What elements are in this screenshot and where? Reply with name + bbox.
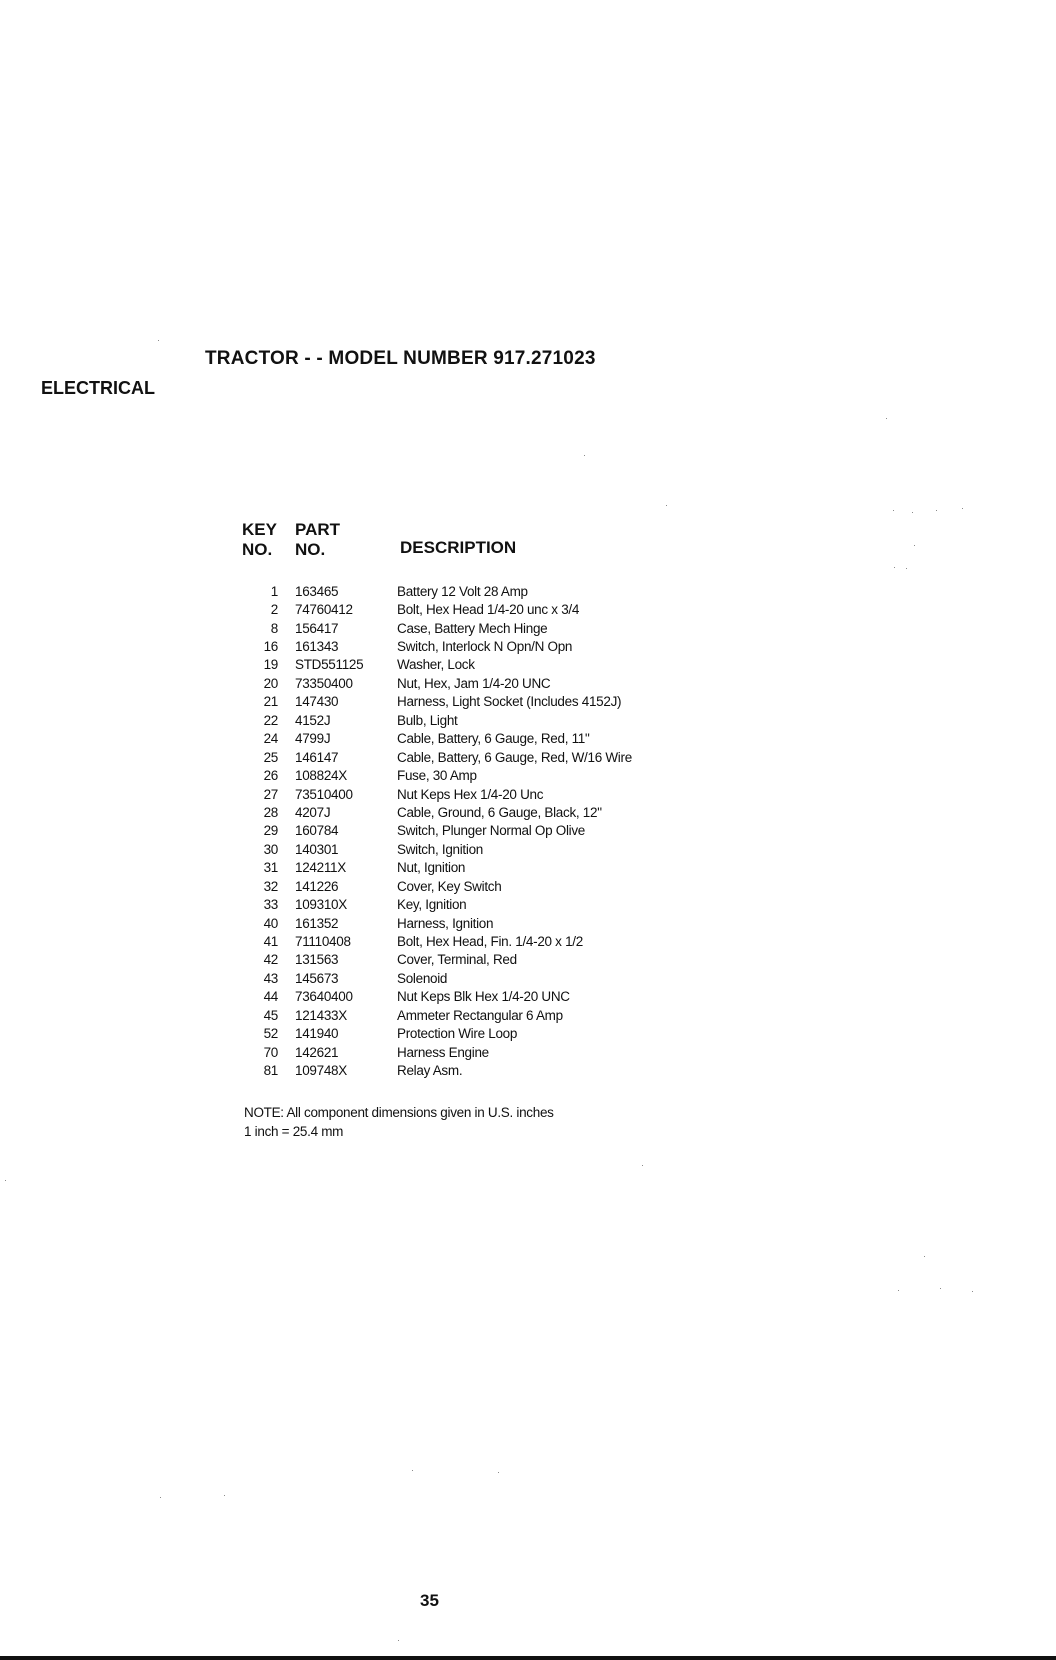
scan-speck [936,510,937,511]
description-cell: Nut Keps Hex 1/4-20 Unc [397,786,544,802]
part-no-cell: 140301 [295,841,339,857]
key-no-cell: 70 [263,1044,278,1060]
part-no-cell: 141940 [295,1026,339,1042]
description-cell: Bolt, Hex Head 1/4-20 unc x 3/4 [397,602,580,618]
table-row [250,674,710,692]
table-row [250,711,710,729]
table-row [250,969,710,987]
table-row [250,619,710,637]
scan-speck [893,510,894,511]
description-cell: Switch, Ignition [397,841,483,857]
table-row [250,914,710,932]
scan-speck [642,1165,643,1166]
table-row [250,730,710,748]
scan-speck [412,1470,413,1471]
section-heading: ELECTRICAL [41,378,155,398]
parts-list [250,582,710,1080]
table-row [250,932,710,950]
description-cell: Harness Engine [397,1044,489,1060]
key-no-cell: 26 [263,768,278,784]
part-no-cell: 142621 [295,1044,339,1060]
scan-speck [912,512,913,513]
table-row [250,766,710,784]
scan-speck [5,1180,6,1181]
scan-speck [894,567,895,568]
scan-speck [398,1640,399,1641]
scan-speck [886,418,887,419]
table-row [250,822,710,840]
key-no-cell: 32 [263,878,278,894]
description-cell: Bulb, Light [397,712,458,728]
scan-speck [898,1290,899,1291]
description-cell: Cable, Battery, 6 Gauge, Red, 11" [397,731,590,747]
key-no-cell: 24 [263,731,278,747]
scan-speck [666,505,667,506]
description-cell: Switch, Interlock N Opn/N Opn [397,639,573,655]
description-cell: Harness, Ignition [397,915,494,931]
description-cell: Nut, Hex, Jam 1/4-20 UNC [397,675,551,691]
description-header: DESCRIPTION [400,538,517,557]
key-no-header: KEY NO. [242,520,277,559]
table-row [250,693,710,711]
page-title: TRACTOR - - MODEL NUMBER 917.271023 [205,348,596,369]
table-row [250,656,710,674]
part-no-cell: 146147 [295,749,339,765]
part-no-cell: 4207J [295,804,331,820]
part-no-cell: 108824X [295,768,347,784]
part-no-cell: 160784 [295,823,339,839]
part-no-cell: 147430 [295,694,339,710]
part-no-cell: 109748X [295,1063,347,1079]
key-no-cell: 45 [263,1007,278,1023]
part-no-cell: STD551125 [295,657,364,673]
scan-speck [924,1256,925,1257]
key-no-cell: 1 [270,583,278,599]
scan-speck [972,1291,973,1292]
part-no-cell: 74760412 [295,602,353,618]
description-cell: Cable, Battery, 6 Gauge, Red, W/16 Wire [397,749,632,765]
key-no-cell: 31 [263,860,278,876]
table-row [250,859,710,877]
table-row [250,877,710,895]
key-no-cell: 52 [263,1026,278,1042]
key-no-cell: 8 [270,620,278,636]
scan-speck [962,508,963,509]
part-no-cell: 124211X [295,860,346,876]
part-no-cell: 73640400 [295,989,353,1005]
description-cell: Harness, Light Socket (Includes 4152J) [397,694,622,710]
part-no-cell: 73510400 [295,786,353,802]
part-no-cell: 71110408 [295,934,351,950]
description-cell: Washer, Lock [397,657,475,673]
table-row [250,988,710,1006]
scan-speck [158,340,159,341]
description-cell: Fuse, 30 Amp [397,768,477,784]
bottom-edge-rule [0,1656,1056,1660]
part-no-cell: 145673 [295,970,339,986]
key-no-cell: 28 [263,804,278,820]
key-no-cell: 2 [270,602,278,618]
key-no-cell: 41 [263,934,278,950]
key-no-cell: 40 [263,915,278,931]
key-no-cell: 20 [263,675,278,691]
part-no-cell: 131563 [295,952,339,968]
key-no-cell: 44 [263,989,278,1005]
description-cell: Bolt, Hex Head, Fin. 1/4-20 x 1/2 [397,934,583,950]
scan-speck [906,568,907,569]
table-row [250,895,710,913]
part-no-cell: 156417 [295,620,339,636]
description-cell: Relay Asm. [397,1063,463,1079]
table-row [250,637,710,655]
table-row [250,582,710,600]
key-no-cell: 29 [263,823,278,839]
key-no-cell: 19 [263,657,278,673]
description-cell: Protection Wire Loop [397,1026,518,1042]
part-no-cell: 161352 [295,915,339,931]
description-cell: Switch, Plunger Normal Op Olive [397,823,586,839]
description-cell: Ammeter Rectangular 6 Amp [397,1007,563,1023]
key-no-cell: 43 [263,970,278,986]
page-number: 35 [420,1591,439,1610]
key-no-cell: 21 [263,694,278,710]
table-row [250,1006,710,1024]
description-cell: Nut, Ignition [397,860,466,876]
scan-speck [224,1495,225,1496]
description-cell: Battery 12 Volt 28 Amp [397,583,528,599]
part-no-cell: 4152J [295,712,331,728]
key-no-cell: 22 [263,712,278,728]
scan-speck [160,1497,161,1498]
part-no-cell: 163465 [295,583,339,599]
description-cell: Case, Battery Mech Hinge [397,620,548,636]
description-cell: Cable, Ground, 6 Gauge, Black, 12" [397,804,602,820]
key-no-cell: 42 [263,952,278,968]
description-cell: Key, Ignition [397,897,467,913]
part-no-cell: 4799J [295,731,331,747]
scan-speck [940,1288,941,1289]
note-line-1: NOTE: All component dimensions given in U.S. inches [244,1105,554,1120]
description-cell: Solenoid [397,970,448,986]
table-row [250,1025,710,1043]
part-no-cell: 109310X [295,897,347,913]
table-row [250,785,710,803]
key-no-cell: 27 [263,786,278,802]
table-row [250,1061,710,1079]
table-row [250,840,710,858]
scan-speck [498,1472,499,1473]
part-no-cell: 73350400 [295,675,353,691]
description-cell: Cover, Key Switch [397,878,502,894]
part-no-cell: 121433X [295,1007,347,1023]
table-row [250,748,710,766]
key-no-cell: 30 [263,841,278,857]
key-no-cell: 16 [263,639,278,655]
table-row [250,1043,710,1061]
part-no-cell: 141226 [295,878,339,894]
table-row [250,951,710,969]
description-cell: Nut Keps Blk Hex 1/4-20 UNC [397,989,570,1005]
note-line-2: 1 inch = 25.4 mm [244,1124,344,1139]
table-row [250,803,710,821]
key-no-cell: 81 [263,1063,278,1079]
dimensions-note [244,1103,554,1141]
part-no-cell: 161343 [295,639,339,655]
scan-speck [584,455,585,456]
table-row [250,600,710,618]
scan-speck [914,545,915,546]
part-no-header: PART NO. [295,520,341,559]
key-no-cell: 33 [263,897,278,913]
description-cell: Cover, Terminal, Red [397,952,517,968]
key-no-cell: 25 [263,749,278,765]
